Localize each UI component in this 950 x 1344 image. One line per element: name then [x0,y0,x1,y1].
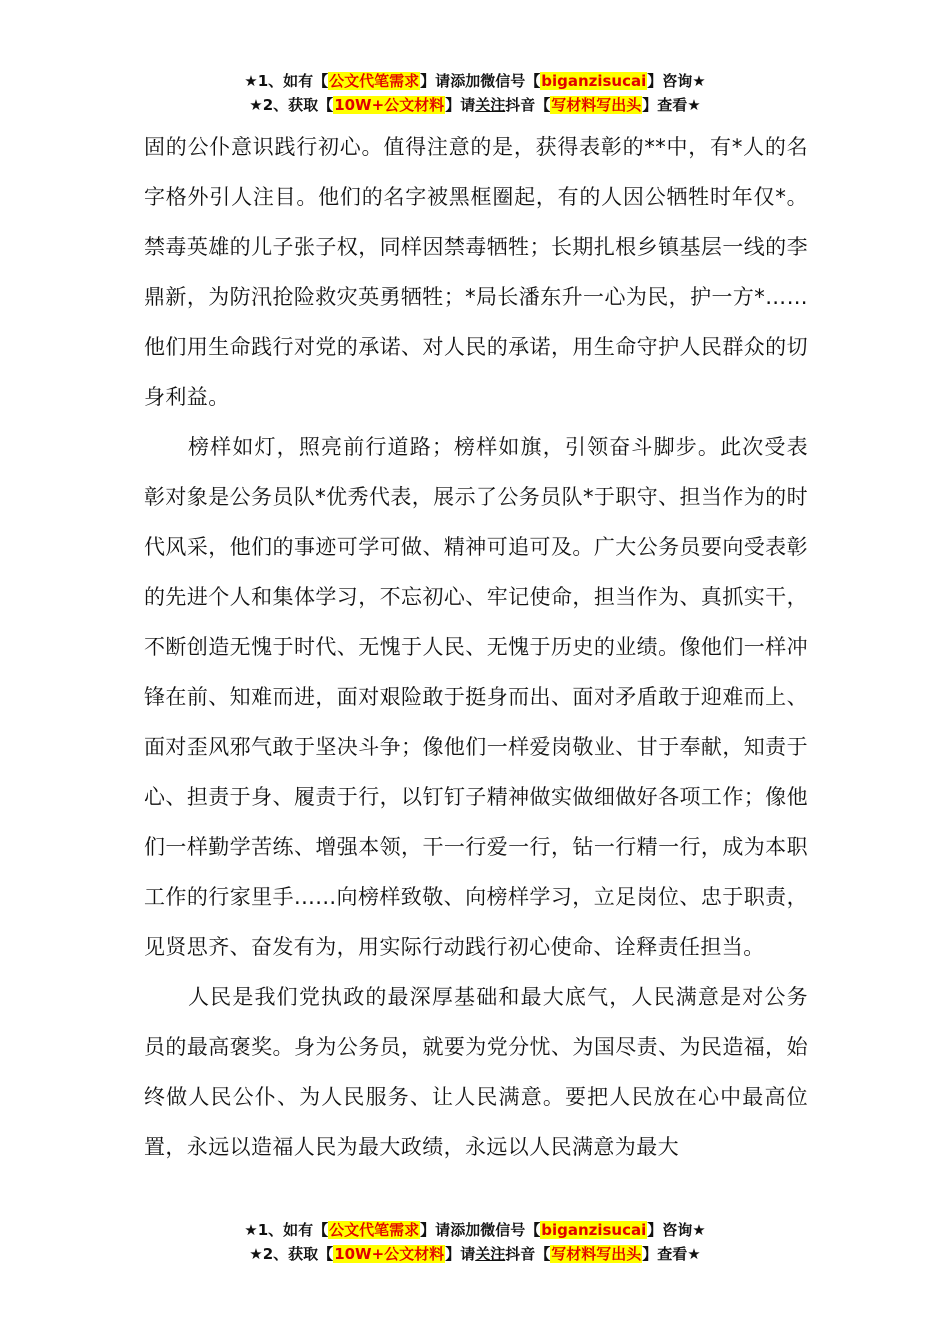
footer-banner [0,1218,950,1266]
document-body [144,122,808,1172]
header-banner [0,69,950,117]
highlight-wechat-id: biganzisucai [541,1221,647,1239]
paragraph-2: 榜样如灯，照亮前行道路；榜样如旗，引领奋斗脚步。此次受表彰对象是公务员队*优秀代表，展示了公务员队*于职守、担当作为的时代风采，他们的事迹可学可做、精神可追可及。广大公务员要向受表彰的先进个人和集体学习，不忘初心、牢记使命，担当作为、真抓实干，不断创造无愧于时代、无愧于人民、无愧于历史的业绩。像他们一样冲锋在前、知难而进，面对艰险敢于挺身而出、面对矛盾敢于迎难而上、面对歪风邪气敢于坚决斗争；像他们一样爱岗敬业、甘于奉献，知责于心、担责于身、履责于行，以钉钉子精神做实做细做好各项工作；像他们一样勤学苦练、增强本领，干一行爱一行，钻一行精一行，成为本职工作的行家里手......向榜样致敬、向榜样学习，立足岗位、忠于职责，见贤思齐、奋发有为，用实际行动践行初心使命、诠释责任担当。 [144,435,808,959]
highlight-materials: 10W+公文材料 [334,96,445,114]
highlight-douyin-account: 写材料写出头 [551,96,642,114]
banner-line-1: ★1、如有【公文代笔需求】请添加微信号【biganzisucai】咨询★ [244,72,706,90]
paragraph-3: 人民是我们党执政的最深厚基础和最大底气，人民满意是对公务员的最高褒奖。身为公务员，就要为党分忧、为国尽责、为民造福，始终做人民公仆、为人民服务、让人民满意。要把人民放在心中最高位置，永远以造福人民为最大政绩，永远以人民满意为最大 [144,985,808,1159]
highlight-service: 公文代笔需求 [329,1221,420,1239]
highlight-wechat-id: biganzisucai [541,72,647,90]
banner-line-2: ★2、获取【10W+公文材料】请关注抖音【写材料写出头】查看★ [249,96,701,114]
banner-line-1: ★1、如有【公文代笔需求】请添加微信号【biganzisucai】咨询★ [244,1221,706,1239]
banner-line-2: ★2、获取【10W+公文材料】请关注抖音【写材料写出头】查看★ [249,1245,701,1263]
highlight-materials: 10W+公文材料 [334,1245,445,1263]
paragraph-1: 固的公仆意识践行初心。值得注意的是，获得表彰的**中，有*人的名字格外引人注目。他们的名字被黑框圈起，有的人因公牺牲时年仅*。禁毒英雄的儿子张子权，同样因禁毒牺牲；长期扎根乡镇基层一线的李鼎新，为防汛抢险救灾英勇牺牲；*局长潘东升一心为民，护一方*……他们用生命践行对党的承诺、对人民的承诺，用生命守护人民群众的切身利益。 [144,135,808,409]
highlight-service: 公文代笔需求 [329,72,420,90]
highlight-douyin-account: 写材料写出头 [551,1245,642,1263]
